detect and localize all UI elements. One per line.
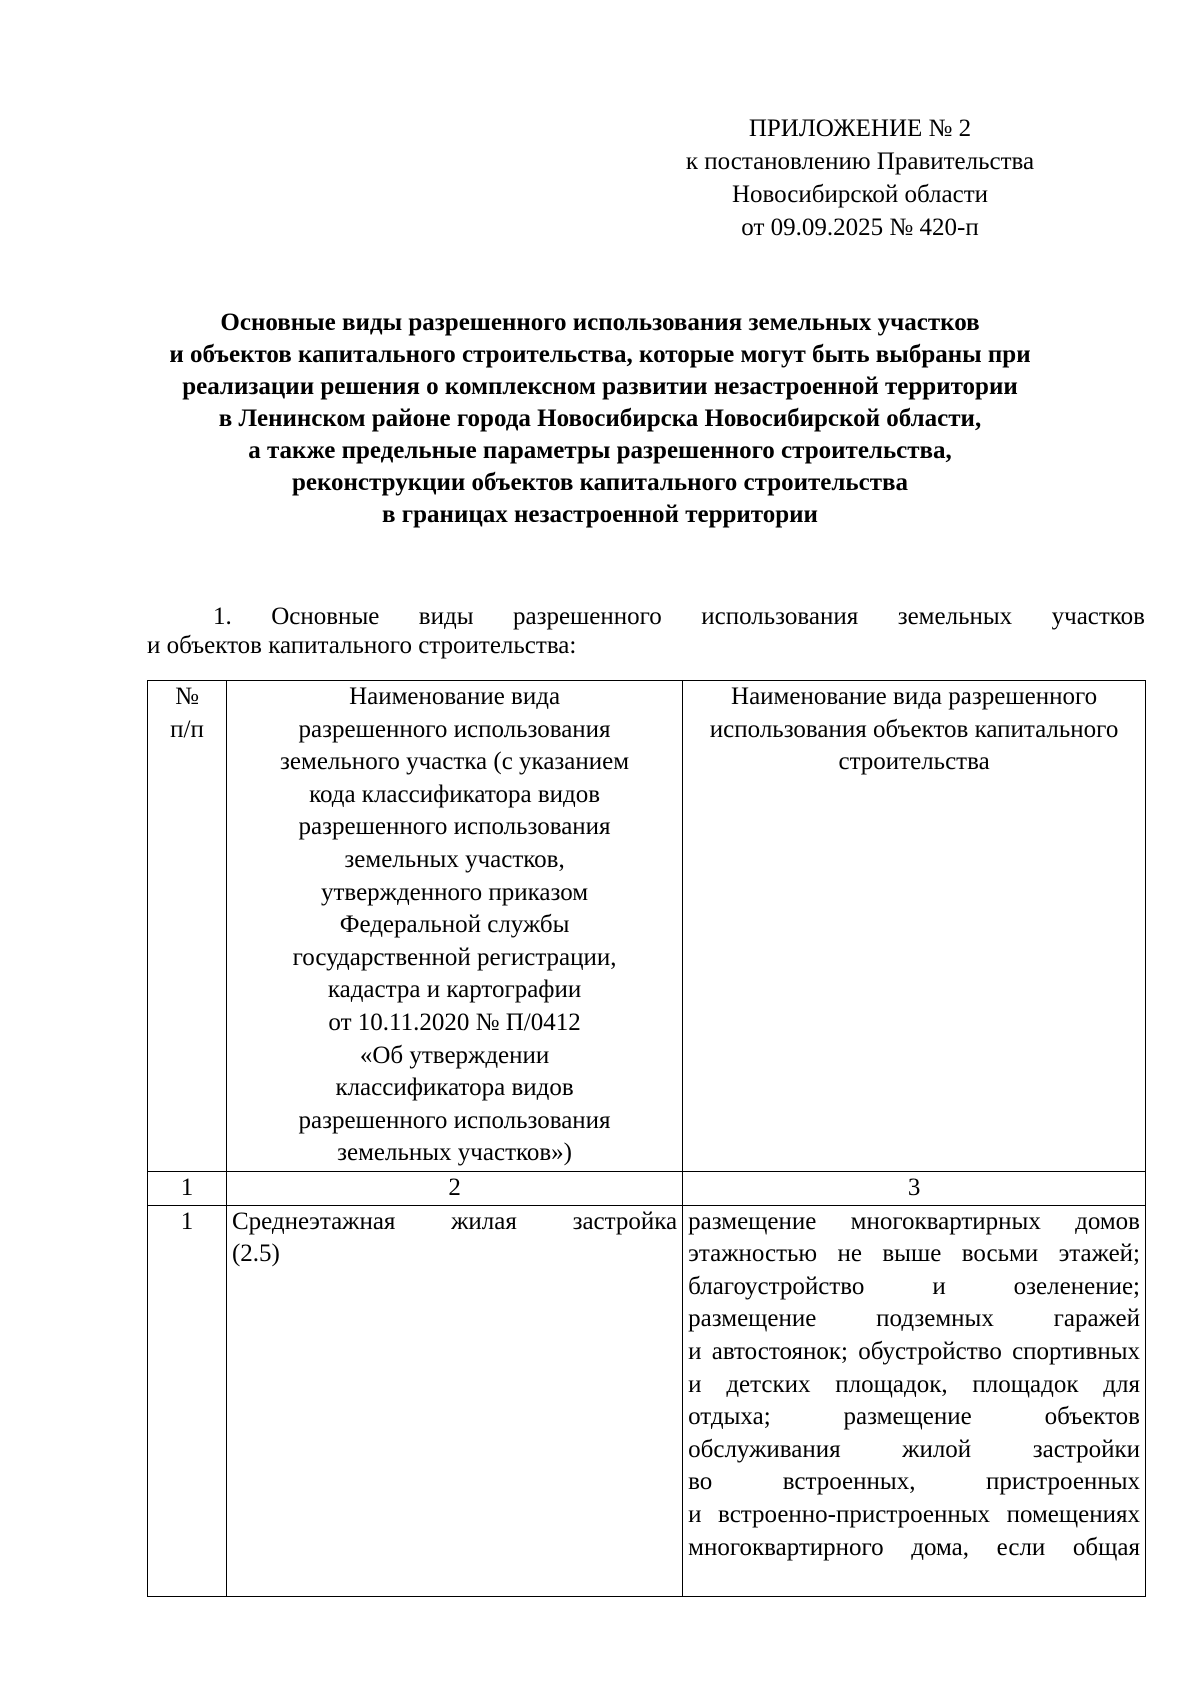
index-cell-3: 3: [683, 1172, 1146, 1206]
header-land-line: разрешенного использования: [298, 715, 611, 743]
row-object-line: обслуживания жилой застройки: [688, 1435, 1140, 1463]
title-line: в границах незастроенной территории: [382, 501, 818, 528]
title-line: и объектов капитального строительства, которые могут быть выбраны при: [169, 341, 1031, 368]
row-object-line: отдыха; размещение объектов: [688, 1403, 1140, 1431]
row-object-line: размещение многоквартирных домов: [688, 1207, 1140, 1235]
index-cell-1: 1: [148, 1172, 227, 1206]
header-land-line: земельного участка (с указанием: [280, 748, 630, 776]
section-heading-line-2: и объектов капитального строительства:: [147, 632, 577, 659]
row-land-use-name: Среднеэтажная жилая застройка: [231, 1207, 678, 1235]
row-land-use-code: (2.5): [231, 1240, 280, 1268]
header-land-line: кадастра и картографии: [327, 976, 582, 1004]
title-line: в Ленинском районе города Новосибирска Новосибирской области,: [218, 405, 982, 432]
row-number-cell: 1: [148, 1205, 227, 1596]
header-object-line: строительства: [838, 748, 990, 776]
appendix-block: [640, 112, 1080, 244]
header-land-line: государственной регистрации,: [292, 943, 617, 971]
header-object-line: Наименование вида разрешенного: [731, 683, 1098, 710]
appendix-date-number: от 09.09.2025 № 420-п: [741, 214, 979, 241]
header-land-line: «Об утверждении: [359, 1041, 550, 1069]
index-cell-2: 2: [226, 1172, 682, 1206]
header-land-use-cell: [226, 681, 682, 1172]
header-land-line: кода классификатора видов: [309, 780, 601, 808]
row-object-line: благоустройство и озеленение;: [688, 1272, 1140, 1300]
header-land-line: Федеральной службы: [339, 911, 570, 939]
table-index-row: [148, 1172, 1146, 1206]
header-number-sign: №: [175, 683, 199, 710]
header-land-line: от 10.11.2020 № П/0412: [328, 1008, 581, 1036]
table-header-row: [148, 681, 1146, 1172]
header-object-line: использования объектов капитального: [709, 715, 1119, 743]
section-heading-line-1: 1. Основные виды разрешенного использования земельных участков: [213, 603, 1145, 630]
title-line: реконструкции объектов капитального строительства: [291, 469, 909, 496]
table-row: [148, 1205, 1146, 1596]
appendix-number: ПРИЛОЖЕНИЕ № 2: [748, 115, 972, 142]
row-object-line: и встроенно-пристроенных помещениях: [688, 1500, 1140, 1528]
appendix-reference: к постановлению Правительства: [685, 148, 1035, 175]
row-object-line: размещение подземных гаражей: [688, 1305, 1140, 1333]
header-land-line: разрешенного использования: [298, 1106, 611, 1134]
header-number-cell: [148, 681, 227, 1172]
title-line: а также предельные параметры разрешенного строительства,: [248, 437, 952, 464]
row-object-line: во встроенных, пристроенных: [688, 1468, 1140, 1496]
document-title: [140, 307, 1060, 531]
title-line: Основные виды разрешенного использования земельных участков: [220, 309, 980, 336]
title-line: реализации решения о комплексном развитии незастроенной территории: [182, 373, 1018, 400]
row-object-line: многоквартирного дома, если общая: [688, 1533, 1140, 1561]
row-object-use-cell: [683, 1205, 1146, 1596]
header-land-line: земельных участков,: [344, 845, 565, 873]
header-land-line: классификатора видов: [335, 1074, 574, 1102]
header-object-use-cell: [683, 681, 1146, 1172]
header-land-line: разрешенного использования: [298, 813, 611, 841]
row-land-use-cell: [226, 1205, 682, 1596]
row-object-line: этажностью не выше восьми этажей;: [688, 1240, 1140, 1268]
land-use-table: [147, 680, 1146, 1597]
section-heading: [147, 602, 1145, 660]
row-object-line: и автостоянок; обустройство спортивных: [688, 1337, 1140, 1365]
appendix-region: Новосибирской области: [731, 181, 989, 208]
header-land-line: земельных участков»): [337, 1139, 572, 1167]
header-land-line: Наименование вида: [349, 683, 561, 710]
header-number-abbr: п/п: [170, 715, 204, 743]
row-object-line: и детских площадок, площадок для: [688, 1370, 1140, 1398]
header-land-line: утвержденного приказом: [321, 878, 589, 906]
